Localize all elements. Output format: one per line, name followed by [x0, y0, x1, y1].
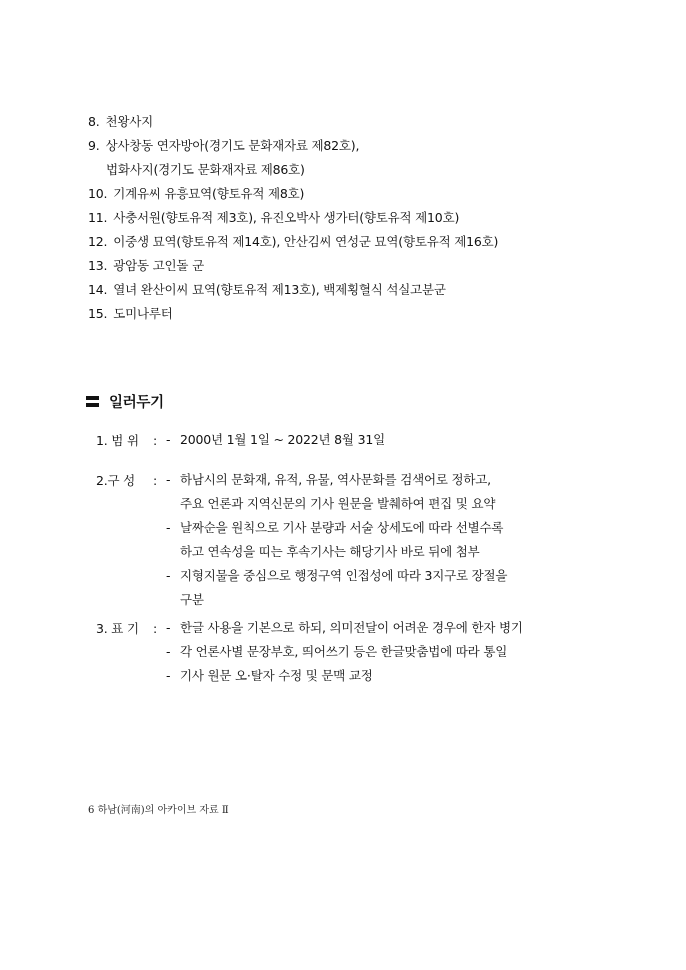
section-bullet-icon — [86, 396, 99, 407]
guideline-text: 각 언론사별 문장부호, 띄어쓰기 등은 한글맞춤법에 따라 통일 — [180, 644, 508, 659]
dash: - — [166, 644, 171, 659]
guideline-text: 한글 사용을 기본으로 하되, 의미전달이 어려운 경우에 한자 병기 — [180, 620, 523, 635]
list-text: 이중생 묘역(향토유적 제14호), 안산김씨 연성군 묘역(향토유적 제16호) — [113, 234, 499, 249]
section-title: 일러두기 — [109, 395, 164, 411]
guideline-scope — [96, 428, 546, 468]
list-text: 사충서원(향토유적 제3호), 유진오박사 생가터(향토유적 제10호) — [113, 210, 460, 225]
guideline-text: 기사 원문 오·탈자 수정 및 문맥 교정 — [180, 668, 373, 683]
site-list — [88, 110, 498, 326]
guideline-item — [166, 468, 546, 516]
list-text: 도미나루터 — [113, 306, 173, 321]
list-text: 법화사지(경기도 문화재자료 제86호) — [106, 162, 305, 177]
list-number: 13. — [88, 258, 108, 273]
list-item — [88, 134, 498, 158]
list-item — [88, 206, 498, 230]
list-item — [88, 278, 498, 302]
list-item-continuation — [88, 158, 498, 182]
list-number: 12. — [88, 234, 108, 249]
list-number: 9. — [88, 138, 100, 153]
section-heading — [86, 391, 164, 412]
list-text: 광암동 고인돌 군 — [113, 258, 204, 273]
dash: - — [166, 620, 171, 635]
guideline-text: 구분 — [180, 592, 204, 607]
guideline-label: 3. 표 기 — [96, 621, 139, 636]
list-text: 상사창동 연자방아(경기도 문화재자료 제82호), — [105, 138, 360, 153]
guideline-notation — [96, 616, 546, 696]
guidelines — [96, 428, 546, 696]
list-item — [88, 110, 498, 134]
dash: - — [166, 668, 171, 683]
guideline-text: 하고 연속성을 띠는 후속기사는 해당기사 바로 뒤에 첨부 — [180, 544, 480, 559]
list-text: 기계유씨 유흥묘역(향토유적 제8호) — [113, 186, 305, 201]
footer-text: 하남(河南)의 아카이브 자료 Ⅱ — [97, 805, 229, 816]
guideline-item — [166, 616, 546, 640]
list-item — [88, 230, 498, 254]
guideline-structure — [96, 468, 546, 616]
list-number: 11. — [88, 210, 108, 225]
list-item — [88, 182, 498, 206]
guideline-label: 2.구 성 — [96, 473, 136, 488]
list-number: 10. — [88, 186, 108, 201]
dash: - — [166, 472, 171, 487]
dash: - — [166, 432, 171, 447]
list-number: 15. — [88, 306, 108, 321]
guideline-item — [166, 564, 546, 612]
list-item — [88, 254, 498, 278]
list-text: 열녀 완산이씨 묘역(향토유적 제13호), 백제횡혈식 석실고분군 — [113, 282, 446, 297]
dash: - — [166, 520, 171, 535]
list-item — [88, 302, 498, 326]
guideline-item — [166, 640, 546, 664]
dash: - — [166, 568, 171, 583]
guideline-text: 날짜순을 원칙으로 기사 분량과 서술 상세도에 따라 선별수록 — [180, 520, 504, 535]
guideline-text: 주요 언론과 지역신문의 기사 원문을 발췌하여 편집 및 요약 — [180, 496, 496, 511]
guideline-text: 2000년 1월 1일 ~ 2022년 8월 31일 — [180, 432, 385, 447]
guideline-colon: : — [153, 433, 158, 448]
list-text: 천왕사지 — [105, 114, 154, 129]
guideline-label: 1. 범 위 — [96, 433, 139, 448]
guideline-colon: : — [153, 473, 158, 488]
page-number: 6 — [88, 805, 95, 816]
page-footer — [88, 801, 229, 816]
guideline-item — [166, 428, 546, 452]
list-number: 14. — [88, 282, 108, 297]
guideline-item — [166, 516, 546, 564]
list-number: 8. — [88, 114, 100, 129]
guideline-item — [166, 664, 546, 688]
guideline-colon: : — [153, 621, 158, 636]
guideline-text: 지형지물을 중심으로 행정구역 인접성에 따라 3지구로 장절을 — [180, 568, 508, 583]
guideline-text: 하남시의 문화재, 유적, 유물, 역사문화를 검색어로 정하고, — [180, 472, 491, 487]
